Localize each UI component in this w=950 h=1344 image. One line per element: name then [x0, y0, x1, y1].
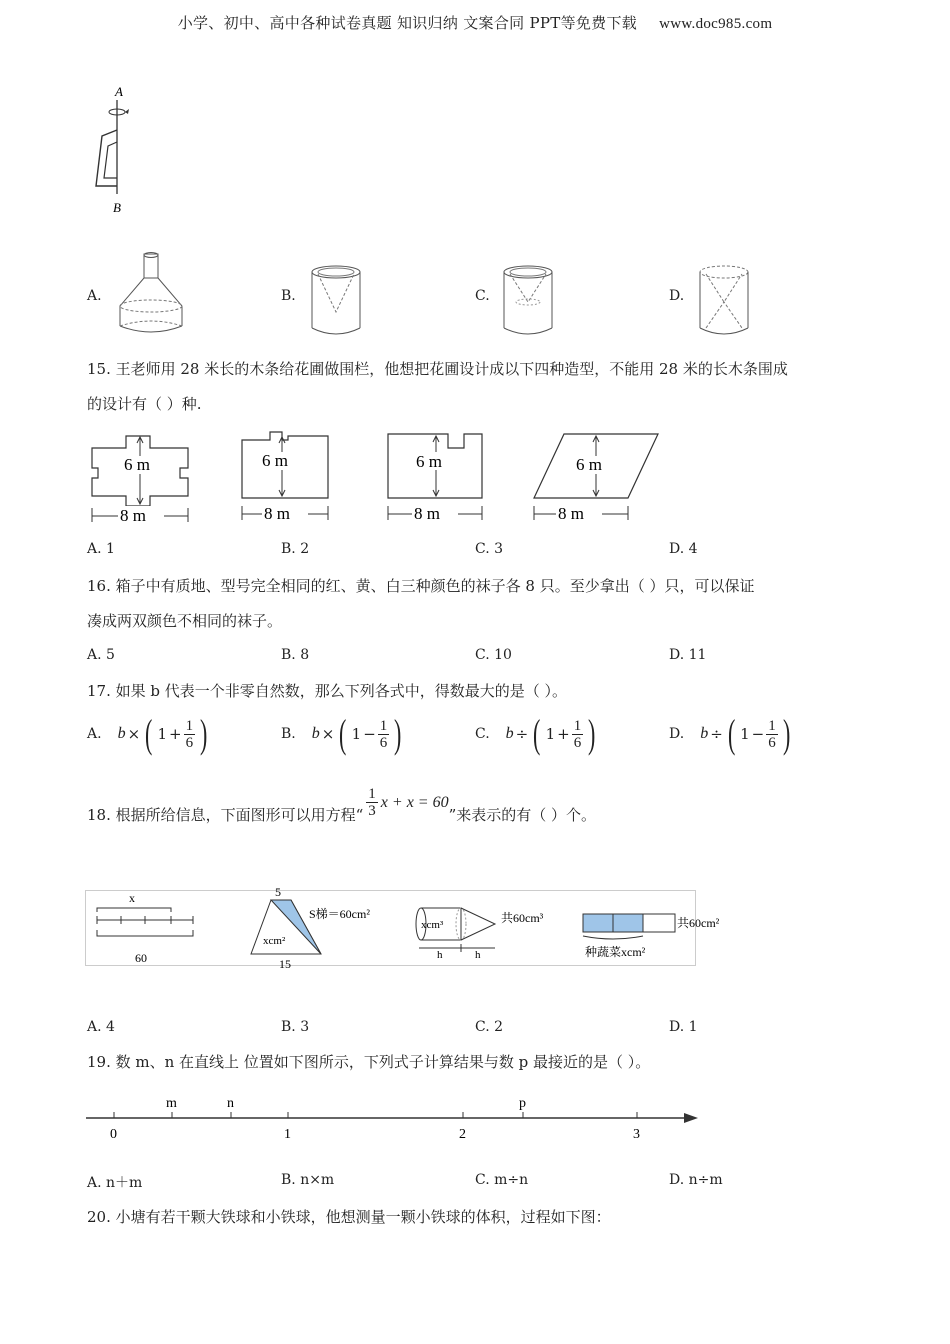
- q18-fig4-bottom: 种蔬菜xcm²: [585, 945, 646, 959]
- q19-number-line: [86, 1088, 706, 1144]
- q18-fig1-bottom: 60: [135, 951, 147, 965]
- q17-b-op: ×: [321, 725, 335, 743]
- q17-d-var: b: [700, 725, 709, 742]
- q17-b-num: 1: [379, 717, 388, 734]
- q16-text-line1: 16. 箱子中有质地、型号完全相同的红、黄、白三种颜色的袜子各 8 只。至少拿出（ ）只，可以保证: [87, 577, 755, 595]
- q17-option-b[interactable]: B. b × ( 1 − $\frac{1}{6}$ ): [281, 711, 402, 756]
- q16-option-c[interactable]: C. 10: [475, 647, 512, 663]
- q15-shape-slot: [382, 428, 488, 523]
- q18-eq-rest: x + x = 60: [380, 793, 449, 811]
- q15-shape2-height: 6 m: [262, 451, 288, 470]
- q19-tick-3: 3: [633, 1127, 640, 1142]
- q15-option-b[interactable]: B. 2: [281, 541, 310, 557]
- q18-option-d[interactable]: D. 1: [669, 1019, 698, 1035]
- q16-option-b[interactable]: B. 8: [281, 647, 310, 663]
- q14-figure-a: [116, 248, 188, 340]
- q18-fig3-inner: xcm³: [421, 919, 444, 931]
- q19-option-b[interactable]: B. n×m: [281, 1172, 335, 1188]
- q17-c-sign: +: [557, 725, 570, 743]
- q18-option-b[interactable]: B. 3: [281, 1019, 310, 1035]
- q15-shape-parallelogram: [530, 428, 666, 523]
- q16-text-line2: 凑成两双颜色不相同的袜子。: [87, 612, 283, 630]
- header-title: 小学、初中、高中各种试卷真题 知识归纳 文案合同 PPT等免费下载: [177, 14, 638, 32]
- q15-shape4-width: 8 m: [558, 504, 584, 523]
- q18-fig1-top: x: [129, 891, 135, 905]
- q15-shape3-height: 6 m: [416, 452, 442, 471]
- q19-point-p: p: [519, 1096, 526, 1111]
- q17-a-letter: A.: [87, 726, 102, 742]
- q15-option-d[interactable]: D. 4: [669, 541, 698, 557]
- q14-option-a[interactable]: A.: [87, 288, 102, 304]
- q19-point-n: n: [227, 1096, 234, 1111]
- q17-d-den: 6: [768, 734, 776, 751]
- q17-text: 17. 如果 b 代表一个非零自然数，那么下列各式中，得数最大的是（ ）。: [87, 682, 568, 700]
- q19-tick-0: 0: [110, 1127, 117, 1142]
- q15-shape-notch: [236, 426, 336, 523]
- q17-b-var: b: [311, 725, 320, 742]
- q15-shape1-height: 6 m: [124, 455, 150, 474]
- q15-shape1-width: 8 m: [120, 506, 146, 525]
- q17-c-den: 6: [573, 734, 582, 751]
- q17-a-den: 6: [185, 734, 194, 751]
- q20-text: 20. 小塘有若干颗大铁球和小铁球，他想测量一颗小铁球的体积，过程如下图：: [87, 1208, 611, 1226]
- q15-shape-cross: [88, 428, 200, 523]
- q19-option-a[interactable]: A. n＋m: [87, 1175, 143, 1191]
- q19-tick-2: 2: [459, 1127, 466, 1142]
- q17-c-num: 1: [573, 717, 582, 734]
- q18-fig3-h2: h: [475, 949, 481, 961]
- q16-option-a[interactable]: A. 5: [87, 647, 115, 663]
- q18-eq-num: 1: [368, 786, 376, 802]
- axis-label-b: B: [113, 200, 121, 215]
- q18-text-after: ”来表示的有（ ）个。: [448, 806, 597, 824]
- q18-fig3-h1: h: [437, 949, 443, 961]
- q14-figure-d: [694, 262, 754, 342]
- q17-b-sign: −: [363, 725, 376, 743]
- q18-fig4-total: 共60cm²: [677, 916, 720, 930]
- q18-fig2-inner: xcm²: [263, 935, 286, 947]
- q15-text-line1: 15. 王老师用 28 米长的木条给花圃做围栏，他想把花圃设计成以下四种造型，不能用 28 米的长木条围成: [87, 360, 788, 378]
- q14-rotation-figure: [88, 82, 148, 217]
- q17-option-d[interactable]: D. b ÷ ( 1 − $\frac{1}{6}$ ): [669, 711, 791, 756]
- q17-d-sign: −: [751, 725, 765, 743]
- q17-b-den: 6: [379, 734, 388, 751]
- q18-fig3-total: 共60cm³: [501, 911, 544, 925]
- q18-figures: [85, 882, 720, 971]
- q17-d-num: 1: [768, 717, 776, 734]
- q17-d-op: ÷: [710, 725, 723, 743]
- q18-fig2-area: S梯＝60cm²: [309, 907, 370, 921]
- q15-option-c[interactable]: C. 3: [475, 541, 504, 557]
- q17-b-letter: B.: [281, 726, 296, 742]
- page-header: [0, 12, 950, 33]
- q15-shape3-width: 8 m: [414, 504, 440, 523]
- q19-option-c[interactable]: C. m÷n: [475, 1172, 529, 1188]
- q15-option-a[interactable]: A. 1: [87, 541, 115, 557]
- q17-a-var: b: [117, 725, 126, 742]
- q17-c-one: 1: [545, 725, 556, 743]
- q17-a-sign: +: [169, 725, 182, 743]
- q14-option-d[interactable]: D.: [669, 288, 685, 304]
- q17-c-letter: C.: [475, 726, 490, 742]
- q17-b-one: 1: [351, 725, 362, 743]
- q17-option-c[interactable]: C. b ÷ ( 1 + $\frac{1}{6}$ ): [475, 711, 596, 756]
- header-site: www.doc985.com: [659, 16, 773, 32]
- q18-eq-den: 3: [368, 803, 376, 819]
- q17-a-one: 1: [157, 725, 168, 743]
- q18-fig2-top: 5: [275, 885, 281, 899]
- axis-label-a: A: [115, 84, 123, 99]
- q17-d-one: 1: [740, 725, 750, 743]
- q17-d-letter: D.: [669, 726, 685, 742]
- q15-text-line2: 的设计有（ ）种.: [87, 395, 202, 413]
- q14-option-b[interactable]: B.: [281, 288, 296, 304]
- q18-text: [87, 786, 887, 831]
- q14-option-c[interactable]: C.: [475, 288, 490, 304]
- q17-a-op: ×: [127, 725, 141, 743]
- q17-option-a[interactable]: A. b × ( 1 + $\frac{1}{6}$ ): [87, 711, 208, 756]
- q19-tick-1: 1: [284, 1127, 291, 1142]
- q15-shape2-width: 8 m: [264, 504, 290, 523]
- q14-figure-b: [306, 262, 366, 342]
- q19-text: 19. 数 m、n 在直线上 位置如下图所示，下列式子计算结果与数 p 最接近的是（ ）。: [87, 1053, 651, 1071]
- q18-option-a[interactable]: A. 4: [87, 1019, 115, 1035]
- q18-option-c[interactable]: C. 2: [475, 1019, 504, 1035]
- q18-text-before: 18. 根据所给信息，下面图形可以用方程“: [87, 806, 364, 824]
- q15-shape4-height: 6 m: [576, 455, 602, 474]
- q16-option-d[interactable]: D. 11: [669, 647, 707, 663]
- q17-c-var: b: [505, 725, 514, 742]
- q19-point-m: m: [166, 1096, 177, 1111]
- q18-fig2-bottom: 15: [279, 957, 291, 971]
- q19-option-d[interactable]: D. n÷m: [669, 1172, 723, 1188]
- q14-figure-c: [498, 262, 558, 342]
- q17-c-op: ÷: [515, 725, 529, 743]
- q17-a-num: 1: [185, 717, 194, 734]
